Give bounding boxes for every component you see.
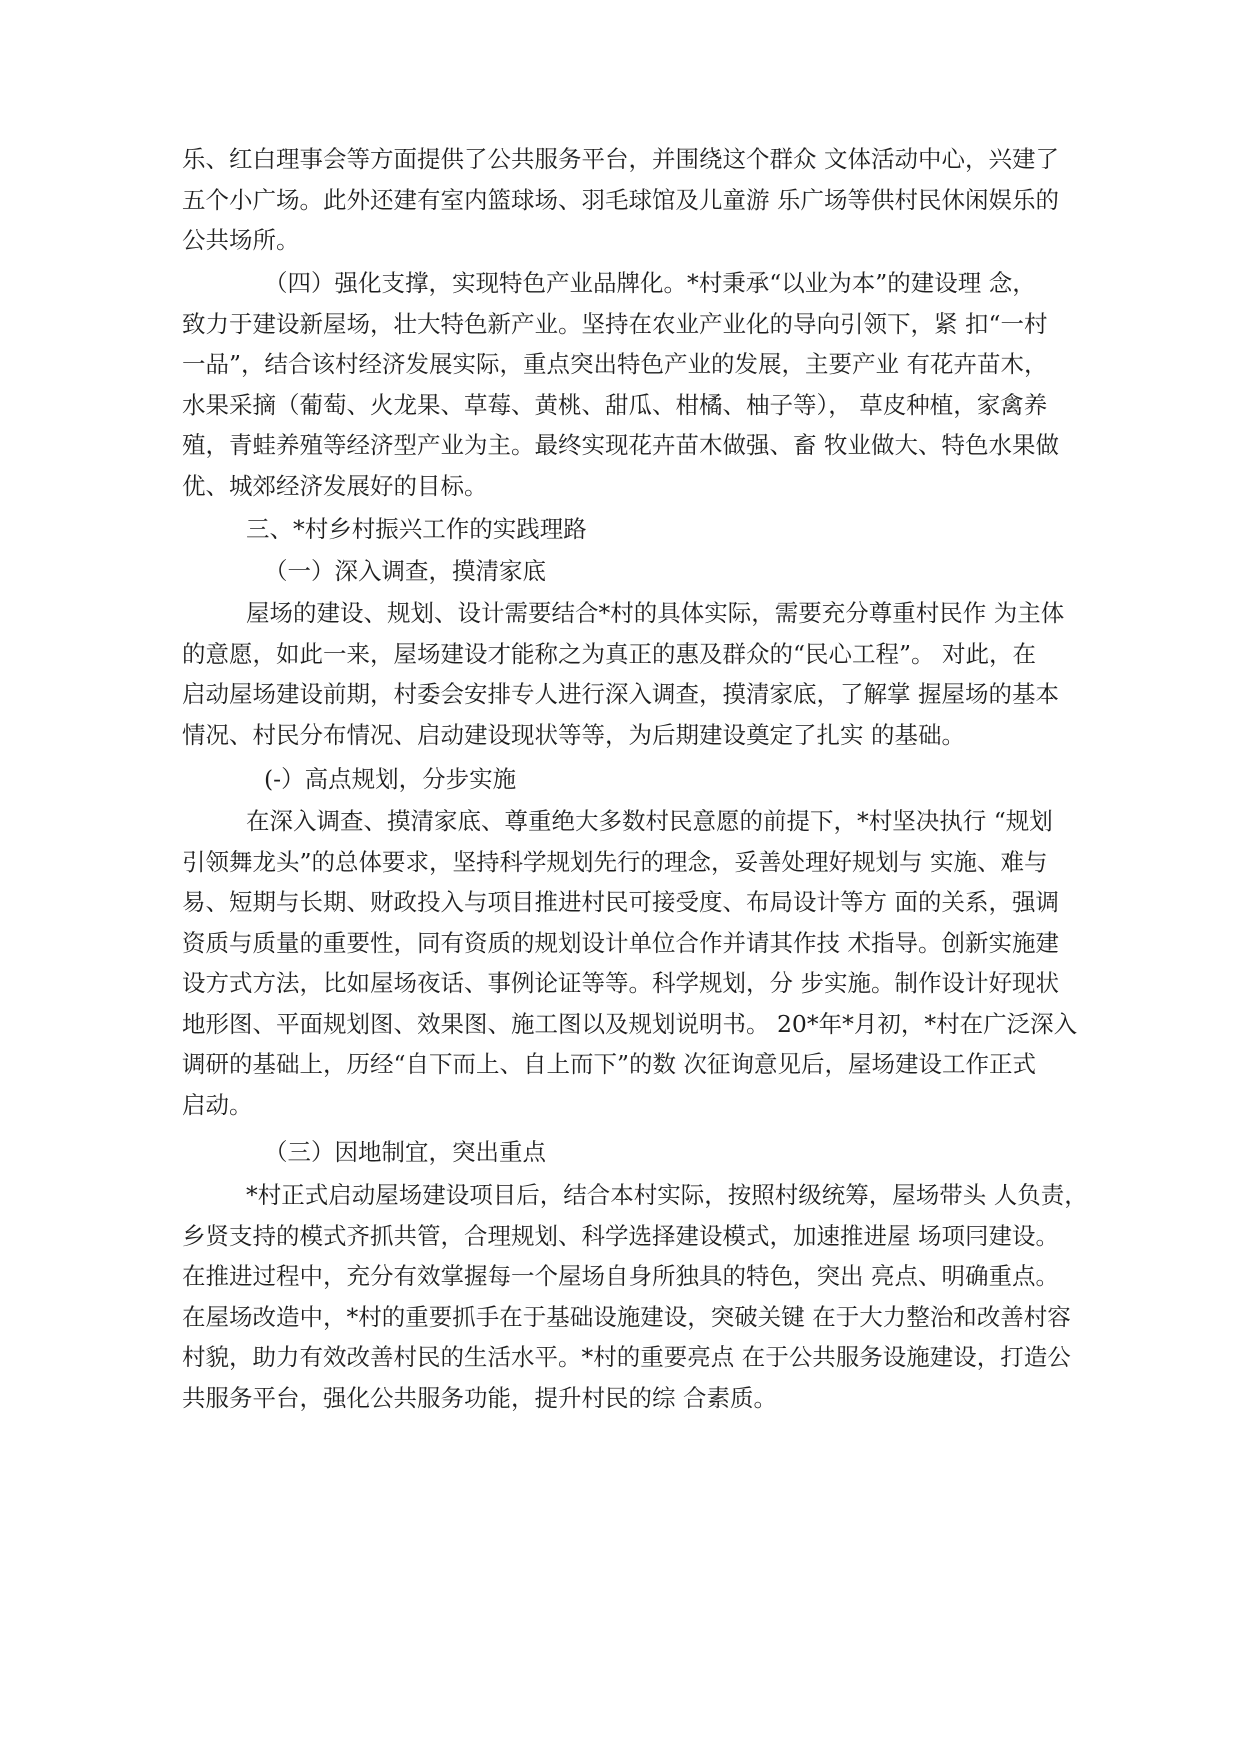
- text-line: 的意愿，如此一来，屋场建设才能称之为真正的惠及群众的“民心工程”。 对此，在: [182, 639, 1036, 668]
- text-line: 村貌，助力有效改善村民的生活水平。*村的重要亮点 在于公共服务设施建设，打造公: [182, 1343, 1071, 1371]
- subsection-heading: （三）因地制宜，突出重点: [264, 1138, 546, 1166]
- text-line: 屋场的建设、规划、设计需要结合*村的具体实际，需要充分尊重村民作 为主体: [246, 599, 1065, 627]
- text-line: 引领舞龙头”的总体要求，坚持科学规划先行的理念，妥善处理好规划与 实施、难与: [182, 847, 1048, 876]
- text-line: 资质与质量的重要性，同有资质的规划设计单位合作并请其作技 术指导。创新实施建: [182, 928, 1059, 957]
- text-line: 五个小广场。此外还建有室内篮球场、羽毛球馆及儿童游 乐广场等供村民休闲娱乐的: [182, 185, 1059, 214]
- text-line: 启动。: [182, 1090, 253, 1119]
- subsection-heading: （一）深入调查，摸清家底: [264, 557, 546, 585]
- section-heading: 三、*村乡村振兴工作的实践理路: [246, 515, 587, 543]
- text-line: 易、短期与长期、财政投入与项目推进村民可接受度、布局设计等方 面的关系，强调: [182, 888, 1059, 916]
- text-line: 在深入调查、摸清家底、尊重绝大多数村民意愿的前提下，*村坚决执行 “规划: [246, 807, 1053, 835]
- text-line: 公共场所。: [182, 226, 300, 254]
- subsection-heading: (-）高点规划，分步实施: [264, 765, 517, 793]
- text-line: 在屋场改造中，*村的重要抓手在于基础设施建设，突破关键 在于大力整治和改善村容: [182, 1302, 1071, 1331]
- text-line: 设方式方法，比如屋场夜话、事例论证等等。科学规划，分 步实施。制作设计好现状: [182, 969, 1059, 997]
- text-line: 乐、红白理事会等方面提供了公共服务平台，并围绕这个群众 文体活动中心，兴建了: [182, 145, 1059, 173]
- text-line: 共服务平台，强化公共服务功能，提升村民的综 合素质。: [182, 1383, 777, 1412]
- text-line: 优、城郊经济发展好的目标。: [182, 471, 488, 500]
- text-line: 殖，青蛙养殖等经济型产业为主。最终实现花卉苗木做强、畜 牧业做大、特色水果做: [182, 431, 1059, 459]
- text-line: *村正式启动屋场建设项目后，结合本村实际，按照村级统筹，屋场带头 人负责，: [246, 1181, 1088, 1209]
- text-line: 在推进过程中，充分有效掌握每一个屋场自身所独具的特色，突出 亮点、明确重点。: [182, 1262, 1059, 1290]
- text-line: 调研的基础上，历经“自下而上、自上而下”的数 次征询意见后，屋场建设工作正式: [182, 1050, 1036, 1078]
- text-line: 致力于建设新屋场，壮大特色新产业。坚持在农业产业化的导向引领下，紧 扣“一村: [182, 309, 1048, 338]
- text-line: 地形图、平面规划图、效果图、施工图以及规划说明书。 20*年*月初，*村在广泛深入: [182, 1009, 1078, 1038]
- text-line: 启动屋场建设前期，村委会安排专人进行深入调查，摸清家底，了解掌 握屋场的基本: [182, 680, 1059, 708]
- text-line: 乡贤支持的模式齐抓共管，合理规划、科学选择建设模式，加速推进屋 场项冃建设。: [182, 1221, 1059, 1250]
- text-line: （四）强化支撑，实现特色产业品牌化。*村秉承“以业为本”的建设理 念，: [264, 269, 1036, 297]
- text-line: 情况、村民分布情况、启动建设现状等等，为后期建设奠定了扎实 的基础。: [182, 720, 965, 749]
- text-line: 水果采摘（葡萄、火龙果、草莓、黄桃、甜瓜、柑橘、柚子等）， 草皮种植，家禽养: [182, 390, 1048, 419]
- text-line: 一品”，结合该村经济发展实际，重点突出特色产业的发展，主要产业 有花卉苗木，: [182, 350, 1048, 378]
